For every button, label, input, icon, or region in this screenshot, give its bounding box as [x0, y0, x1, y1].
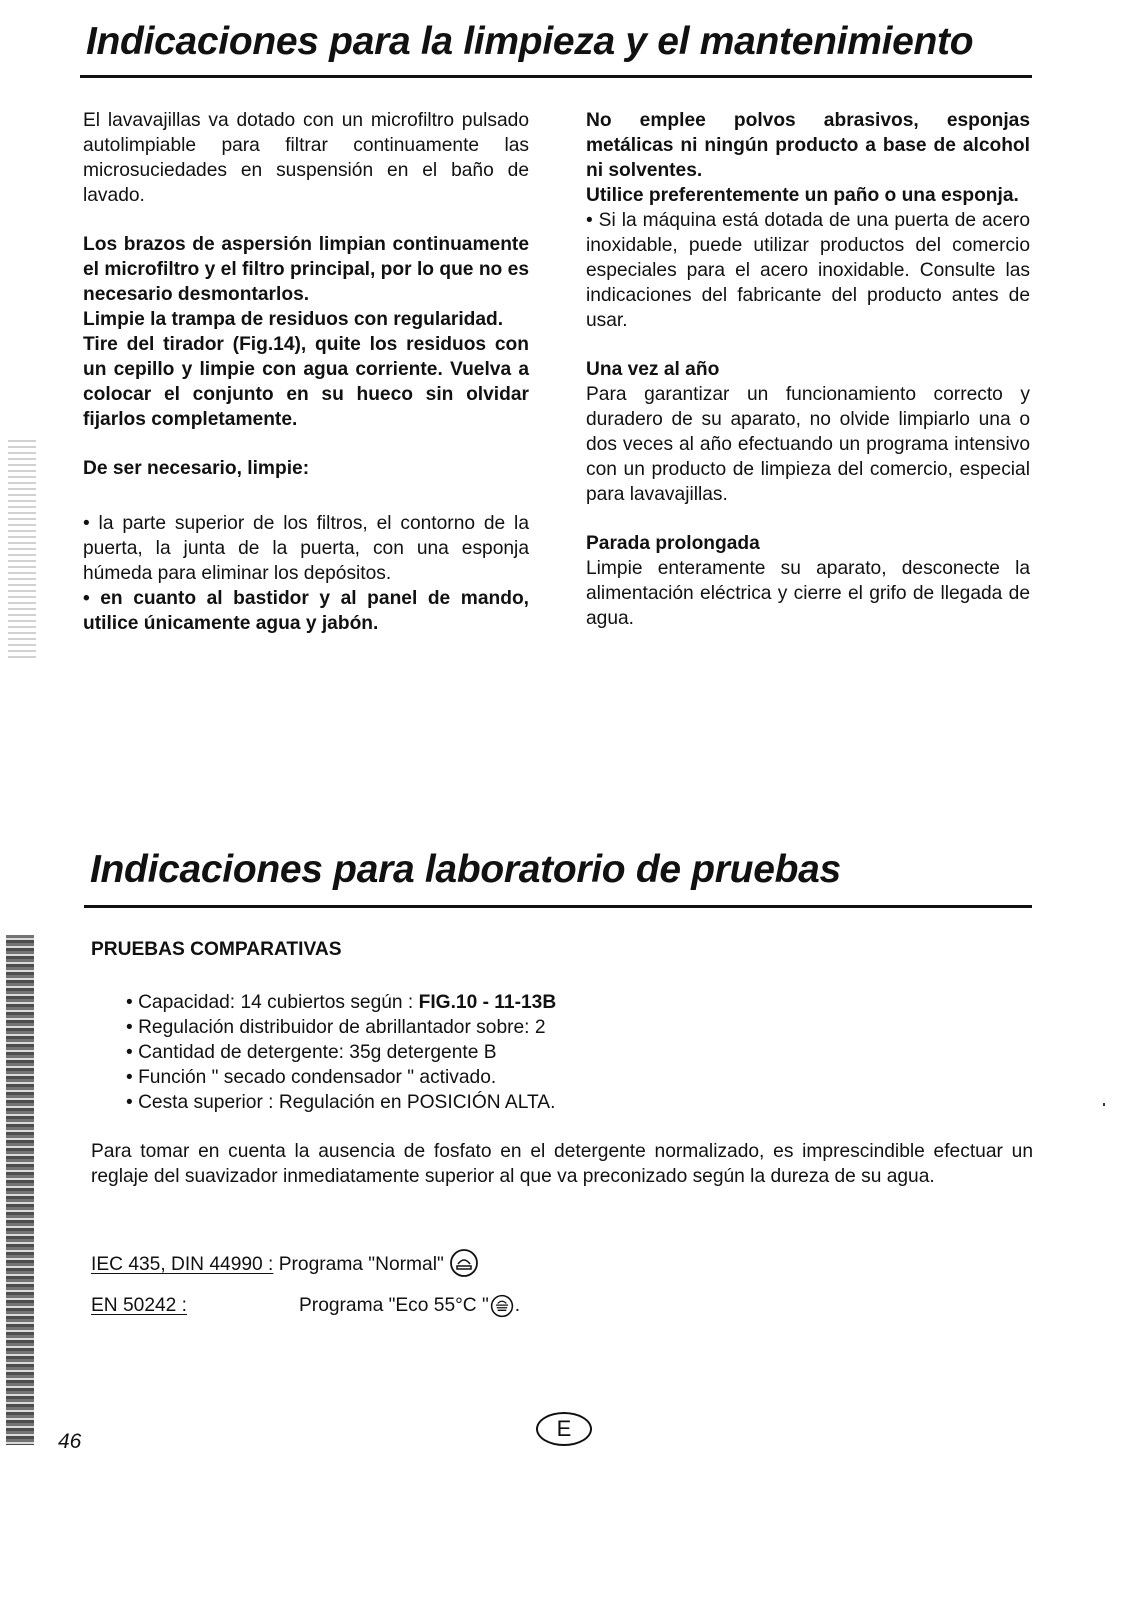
list-item-rinse-aid: • Regulación distribuidor de abrillantador sobre: 2 — [126, 1015, 826, 1040]
scan-edge-upper — [0, 440, 36, 660]
page-number: 46 — [58, 1430, 82, 1453]
list-item-upper-basket: • Cesta superior : Regulación en POSICIÓN ALTA. — [126, 1090, 826, 1115]
paragraph-phosphate: Para tomar en cuenta la ausencia de fosfato en el detergente normalizado, es imprescindible efectuar un reglaje del suavizador inmediatamente superior al que va preconizado según la dureza de su agua. — [91, 1141, 1033, 1187]
list-item-filters: • la parte superior de los filtros, el contorno de la puerta, la junta de la puerta, con una esponja húmeda para eliminar los depósitos. — [83, 513, 529, 584]
paragraph-no-abrasives: No emplee polvos abrasivos, esponjas metálicas ni ningún producto a base de alcohol ni solventes. — [586, 110, 1030, 181]
list-item-detergent: • Cantidad de detergente: 35g detergente B — [126, 1040, 826, 1065]
list-item-capacity: • Capacidad: 14 cubiertos según : FIG.10 - 11-13B — [126, 990, 826, 1015]
scan-edge-lower — [0, 935, 36, 1445]
standard-program-normal: Programa "Normal" — [278, 1254, 444, 1275]
paragraph-handle: Tire del tirador (Fig.14), quite los residuos con un cepillo y limpie con agua corriente. Vuelva a colocar el conjunto en su hueco sin olvidar fijarlos completamente. — [83, 334, 529, 430]
program-eco-icon — [489, 1293, 515, 1328]
paragraph-microfilter: El lavavajillas va dotado con un microfiltro pulsado autolimpiable para filtrar continuamente las microsuciedades en suspensión en el baño de lavado. — [83, 110, 529, 206]
section-title-lab: Indicaciones para laboratorio de pruebas — [90, 848, 841, 891]
language-badge-letter: E — [556, 1416, 572, 1441]
paragraph-use-cloth: Utilice preferentemente un paño o una esponja. — [586, 185, 1019, 206]
list-item-frame: • en cuanto al bastidor y al panel de mando, utilice únicamente agua y jabón. — [83, 588, 529, 634]
title-rule — [80, 75, 1032, 78]
standard-program-eco: Programa "Eco 55°C " — [299, 1295, 489, 1316]
heading-long-stop: Parada prolongada — [586, 533, 760, 554]
right-column — [586, 108, 1030, 631]
standard-line-iec — [91, 1248, 479, 1287]
paragraph-spray-arms: Los brazos de aspersión limpian continuamente el microfiltro y el filtro principal, por lo que no es necesario desmontarlos. — [83, 234, 529, 305]
standard-label-iec: IEC 435, DIN 44990 : — [91, 1254, 274, 1275]
title-rule-2 — [84, 905, 1032, 908]
subtitle-comparative-tests: PRUEBAS COMPARATIVAS — [91, 939, 342, 960]
standard-label-en: EN 50242 : — [91, 1295, 188, 1316]
paragraph-if-necessary: De ser necesario, limpie: — [83, 458, 310, 479]
paragraph-once-a-year: Para garantizar un funcionamiento correcto y duradero de su aparato, no olvide limpiarlo una o dos veces al año efectuando un programa intensivo con un producto de limpieza del comercio, especial para lavavajillas. — [586, 384, 1030, 505]
paragraph-stainless: • Si la máquina está dotada de una puerta de acero inoxidable, puede utilizar productos del comercio especiales para el acero inoxidable. Consulte las indicaciones del fabricante del producto antes de usar. — [586, 210, 1030, 331]
program-normal-icon — [449, 1248, 479, 1287]
heading-once-a-year: Una vez al año — [586, 359, 720, 380]
paragraph-long-stop: Limpie enteramente su aparato, desconecte la alimentación eléctrica y cierre el grifo de llegada de agua. — [586, 558, 1030, 629]
standard-program-eco-wrap: Programa "Eco 55°C " . — [299, 1292, 520, 1328]
scan-speck — [1103, 1103, 1105, 1106]
left-column — [83, 108, 529, 636]
language-badge-icon — [536, 1412, 592, 1446]
section-title-cleaning: Indicaciones para la limpieza y el mantenimiento — [86, 20, 974, 63]
list-item-drying: • Función " secado condensador " activado. — [126, 1065, 826, 1090]
paragraph-residue-trap: Limpie la trampa de residuos con regularidad. — [83, 309, 504, 330]
standard-line-en — [91, 1292, 521, 1320]
test-conditions-list — [126, 990, 826, 1115]
